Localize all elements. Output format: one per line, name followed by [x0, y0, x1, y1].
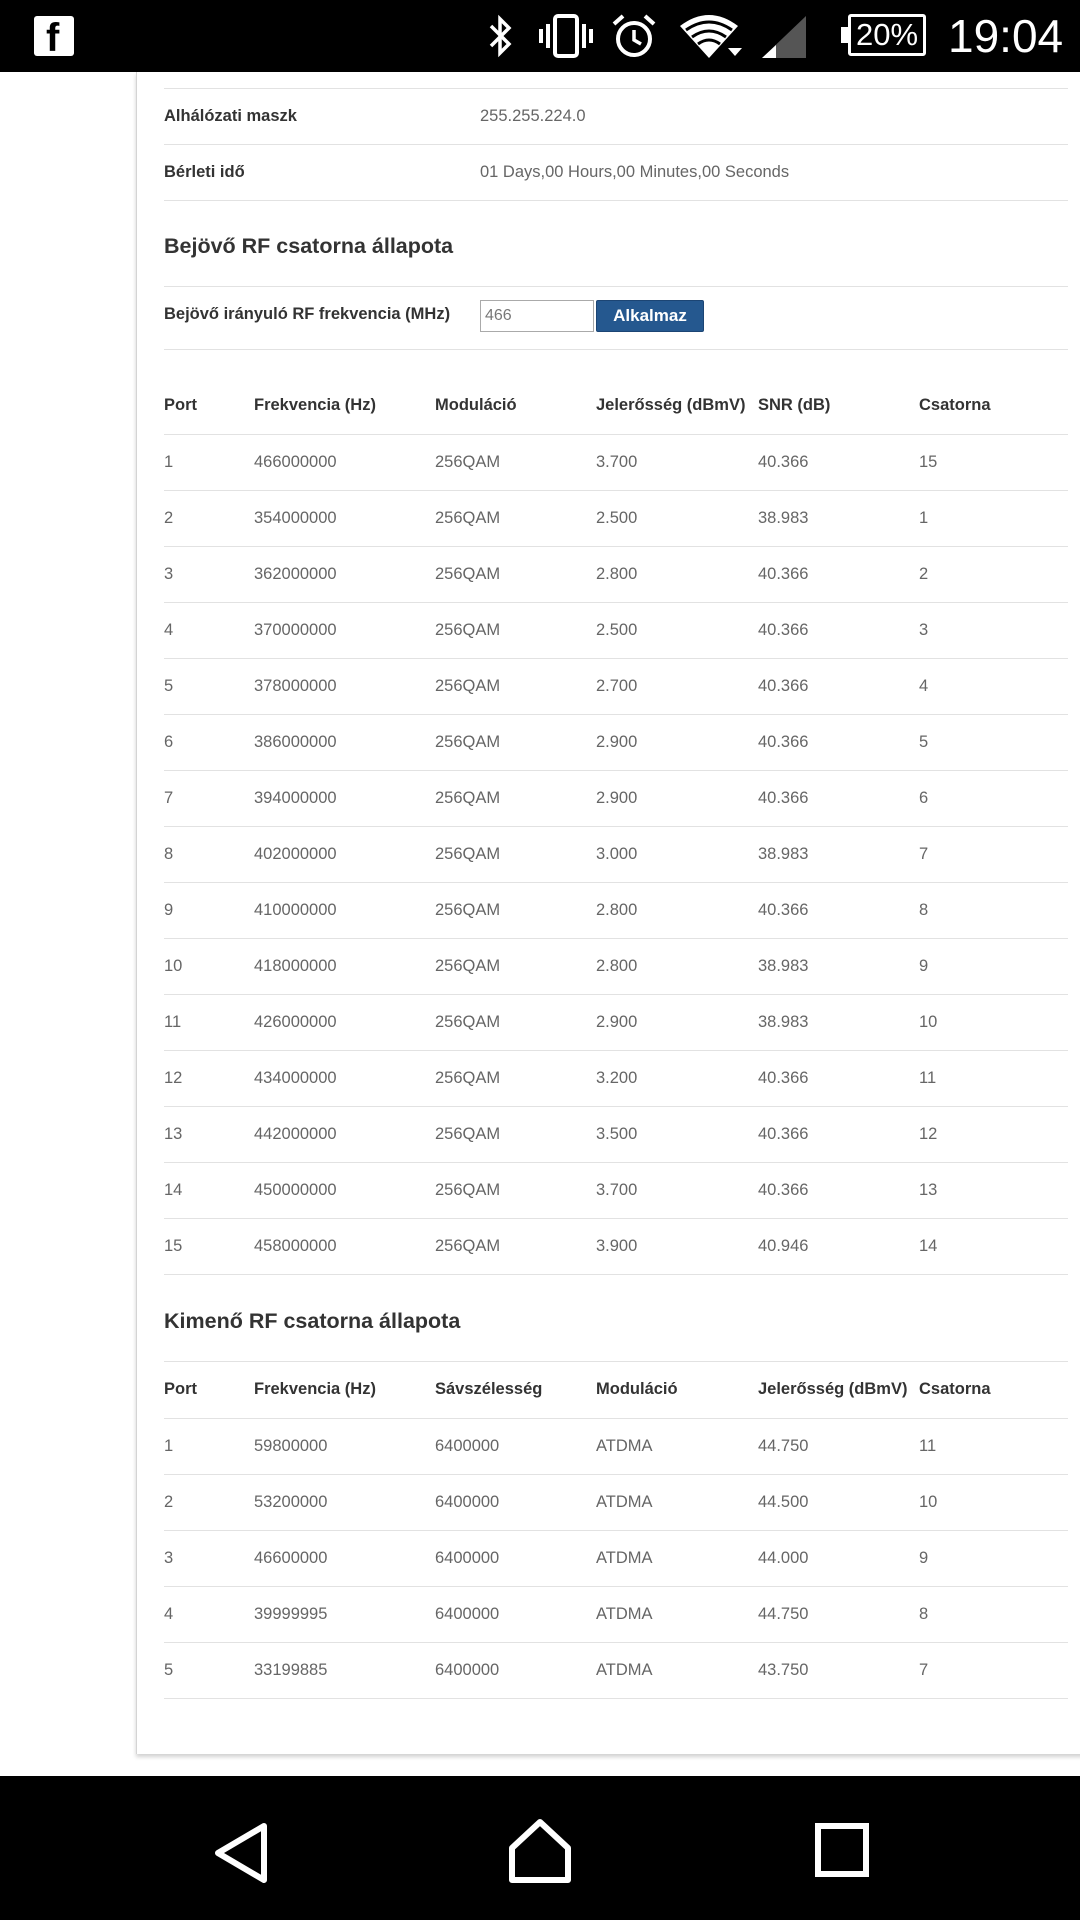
table-cell: 40.366: [758, 1106, 919, 1162]
column-header: Moduláció: [435, 378, 596, 434]
home-icon[interactable]: [506, 1816, 574, 1886]
downstream-section-title: Bejövő RF csatorna állapota: [164, 234, 454, 258]
column-header: SNR (dB): [758, 378, 919, 434]
table-cell: 13: [919, 1162, 1068, 1218]
lease-time-value: 01 Days,00 Hours,00 Minutes,00 Seconds: [480, 163, 790, 181]
back-icon[interactable]: [210, 1820, 274, 1886]
table-cell: 14: [164, 1162, 254, 1218]
column-header: Frekvencia (Hz): [254, 378, 435, 434]
table-cell: 40.366: [758, 1162, 919, 1218]
table-cell: 256QAM: [435, 658, 596, 714]
table-row: [164, 994, 1068, 1050]
table-cell: 354000000: [254, 490, 435, 546]
table-cell: 256QAM: [435, 994, 596, 1050]
table-cell: 6: [919, 770, 1068, 826]
table-cell: 8: [919, 1586, 1068, 1642]
table-cell: 40.366: [758, 714, 919, 770]
table-cell: 256QAM: [435, 714, 596, 770]
table-row: [164, 1218, 1068, 1274]
table-cell: 4: [164, 602, 254, 658]
upstream-section-title: Kimenő RF csatorna állapota: [164, 1309, 461, 1333]
table-cell: 44.000: [758, 1530, 919, 1586]
table-cell: 6400000: [435, 1418, 596, 1474]
table-cell: 6400000: [435, 1474, 596, 1530]
divider: [164, 88, 1068, 89]
column-header: Moduláció: [596, 1362, 758, 1418]
table-cell: 442000000: [254, 1106, 435, 1162]
table-cell: 7: [919, 826, 1068, 882]
table-cell: 394000000: [254, 770, 435, 826]
column-header: Jelerősség (dBmV): [596, 378, 758, 434]
table-row: [164, 1418, 1068, 1474]
table-cell: 4: [164, 1586, 254, 1642]
table-cell: 6400000: [435, 1530, 596, 1586]
table-cell: 40.946: [758, 1218, 919, 1274]
table-cell: 46600000: [254, 1530, 435, 1586]
subnet-mask-value: 255.255.224.0: [480, 107, 586, 125]
table-cell: 5: [164, 1642, 254, 1698]
table-cell: 40.366: [758, 658, 919, 714]
table-cell: 39999995: [254, 1586, 435, 1642]
table-cell: 2: [164, 1474, 254, 1530]
table-row: [164, 1106, 1068, 1162]
column-header: Frekvencia (Hz): [254, 1362, 435, 1418]
table-cell: 38.983: [758, 490, 919, 546]
downstream-frequency-label: Bejövő irányuló RF frekvencia (MHz): [164, 305, 451, 323]
subnet-mask-label: Alhálózati maszk: [164, 107, 297, 125]
table-cell: ATDMA: [596, 1642, 758, 1698]
table-cell: 1: [919, 490, 1068, 546]
table-cell: 40.366: [758, 602, 919, 658]
navigation-bar: [0, 1776, 1080, 1920]
table-cell: 256QAM: [435, 1050, 596, 1106]
status-bar: [0, 0, 1080, 72]
table-cell: 3: [919, 602, 1068, 658]
table-cell: 38.983: [758, 826, 919, 882]
table-cell: 370000000: [254, 602, 435, 658]
table-cell: 9: [164, 882, 254, 938]
table-cell: 6400000: [435, 1642, 596, 1698]
table-cell: 5: [919, 714, 1068, 770]
table-cell: 14: [919, 1218, 1068, 1274]
table-cell: 7: [919, 1642, 1068, 1698]
table-row: [164, 1050, 1068, 1106]
table-cell: 1: [164, 434, 254, 490]
table-row: [164, 1586, 1068, 1642]
table-cell: 362000000: [254, 546, 435, 602]
table-cell: ATDMA: [596, 1586, 758, 1642]
battery-icon: [848, 14, 926, 56]
table-cell: 5: [164, 658, 254, 714]
web-content[interactable]: [0, 72, 1080, 1776]
table-cell: 11: [164, 994, 254, 1050]
table-cell: 13: [164, 1106, 254, 1162]
table-cell: 256QAM: [435, 770, 596, 826]
table-cell: 458000000: [254, 1218, 435, 1274]
table-cell: ATDMA: [596, 1474, 758, 1530]
table-cell: 426000000: [254, 994, 435, 1050]
table-cell: 3.500: [596, 1106, 758, 1162]
table-row: [164, 658, 1068, 714]
table-cell: 10: [919, 1474, 1068, 1530]
table-cell: 256QAM: [435, 938, 596, 994]
table-row: [164, 490, 1068, 546]
table-cell: 2.700: [596, 658, 758, 714]
signal-icon: [760, 12, 810, 60]
table-cell: 4: [919, 658, 1068, 714]
table-cell: 410000000: [254, 882, 435, 938]
table-cell: 3: [164, 1530, 254, 1586]
downstream-table: [164, 378, 1068, 1275]
bluetooth-icon: [484, 12, 518, 60]
table-header-row: [164, 1362, 1068, 1418]
table-row: [164, 602, 1068, 658]
lease-time-label: Bérleti idő: [164, 163, 245, 181]
table-cell: 2.800: [596, 938, 758, 994]
recents-icon[interactable]: [814, 1822, 870, 1878]
table-cell: 40.366: [758, 1050, 919, 1106]
battery-level: 20%: [855, 17, 919, 52]
column-header: Sávszélesség: [435, 1362, 596, 1418]
table-row: [164, 882, 1068, 938]
table-row: [164, 1642, 1068, 1698]
apply-button[interactable]: Alkalmaz: [596, 300, 704, 332]
table-cell: 11: [919, 1418, 1068, 1474]
table-cell: 256QAM: [435, 1106, 596, 1162]
table-cell: 2.900: [596, 994, 758, 1050]
table-cell: 44.500: [758, 1474, 919, 1530]
table-cell: 418000000: [254, 938, 435, 994]
table-row: [164, 1530, 1068, 1586]
table-cell: 2.800: [596, 546, 758, 602]
table-cell: 256QAM: [435, 546, 596, 602]
divider: [164, 286, 1068, 287]
table-cell: 434000000: [254, 1050, 435, 1106]
column-header: Jelerősség (dBmV): [758, 1362, 919, 1418]
table-cell: 256QAM: [435, 882, 596, 938]
column-header: Csatorna: [919, 378, 1068, 434]
table-cell: 466000000: [254, 434, 435, 490]
table-cell: 1: [164, 1418, 254, 1474]
table-cell: 40.366: [758, 434, 919, 490]
table-cell: 256QAM: [435, 434, 596, 490]
table-row: [164, 770, 1068, 826]
divider: [164, 349, 1068, 350]
table-cell: 3.000: [596, 826, 758, 882]
table-cell: 33199885: [254, 1642, 435, 1698]
table-cell: 402000000: [254, 826, 435, 882]
divider: [164, 144, 1068, 145]
table-cell: 386000000: [254, 714, 435, 770]
table-row: [164, 1162, 1068, 1218]
table-cell: 53200000: [254, 1474, 435, 1530]
table-cell: ATDMA: [596, 1530, 758, 1586]
table-cell: 8: [164, 826, 254, 882]
table-cell: 256QAM: [435, 826, 596, 882]
table-cell: 2.800: [596, 882, 758, 938]
table-cell: 3.200: [596, 1050, 758, 1106]
wifi-icon: [678, 12, 744, 60]
table-row: [164, 826, 1068, 882]
table-cell: 2.500: [596, 602, 758, 658]
table-cell: 44.750: [758, 1418, 919, 1474]
table-cell: 6: [164, 714, 254, 770]
table-row: [164, 714, 1068, 770]
table-cell: 44.750: [758, 1586, 919, 1642]
column-header: Port: [164, 1362, 254, 1418]
table-cell: 450000000: [254, 1162, 435, 1218]
table-cell: 9: [919, 938, 1068, 994]
table-row: [164, 1474, 1068, 1530]
table-cell: 59800000: [254, 1418, 435, 1474]
table-cell: 3.900: [596, 1218, 758, 1274]
table-cell: 11: [919, 1050, 1068, 1106]
divider: [164, 200, 1068, 201]
table-cell: 2.500: [596, 490, 758, 546]
table-cell: 2: [919, 546, 1068, 602]
table-cell: 10: [919, 994, 1068, 1050]
table-cell: 40.366: [758, 882, 919, 938]
table-cell: 2.900: [596, 714, 758, 770]
table-cell: 3.700: [596, 1162, 758, 1218]
table-cell: 2.900: [596, 770, 758, 826]
table-row: [164, 434, 1068, 490]
alarm-icon: [610, 12, 658, 60]
table-cell: 15: [164, 1218, 254, 1274]
table-header-row: [164, 378, 1068, 434]
table-cell: 3: [164, 546, 254, 602]
table-cell: 378000000: [254, 658, 435, 714]
column-header: Port: [164, 378, 254, 434]
table-cell: 7: [164, 770, 254, 826]
table-cell: 12: [164, 1050, 254, 1106]
upstream-table: [164, 1362, 1068, 1699]
table-cell: 256QAM: [435, 1162, 596, 1218]
vibrate-icon: [536, 12, 596, 60]
table-cell: 40.366: [758, 546, 919, 602]
downstream-frequency-input[interactable]: [480, 300, 594, 332]
table-cell: 10: [164, 938, 254, 994]
table-cell: 2: [164, 490, 254, 546]
table-cell: 6400000: [435, 1586, 596, 1642]
clock: 19:04: [948, 10, 1064, 62]
table-cell: 38.983: [758, 994, 919, 1050]
table-row: [164, 546, 1068, 602]
facebook-icon[interactable]: f: [34, 16, 74, 56]
table-cell: 9: [919, 1530, 1068, 1586]
table-cell: 256QAM: [435, 490, 596, 546]
table-cell: 38.983: [758, 938, 919, 994]
table-cell: 256QAM: [435, 1218, 596, 1274]
table-cell: ATDMA: [596, 1418, 758, 1474]
table-cell: 12: [919, 1106, 1068, 1162]
table-cell: 256QAM: [435, 602, 596, 658]
table-cell: 40.366: [758, 770, 919, 826]
table-cell: 15: [919, 434, 1068, 490]
table-cell: 8: [919, 882, 1068, 938]
table-cell: 3.700: [596, 434, 758, 490]
table-row: [164, 938, 1068, 994]
column-header: Csatorna: [919, 1362, 1068, 1418]
table-cell: 43.750: [758, 1642, 919, 1698]
